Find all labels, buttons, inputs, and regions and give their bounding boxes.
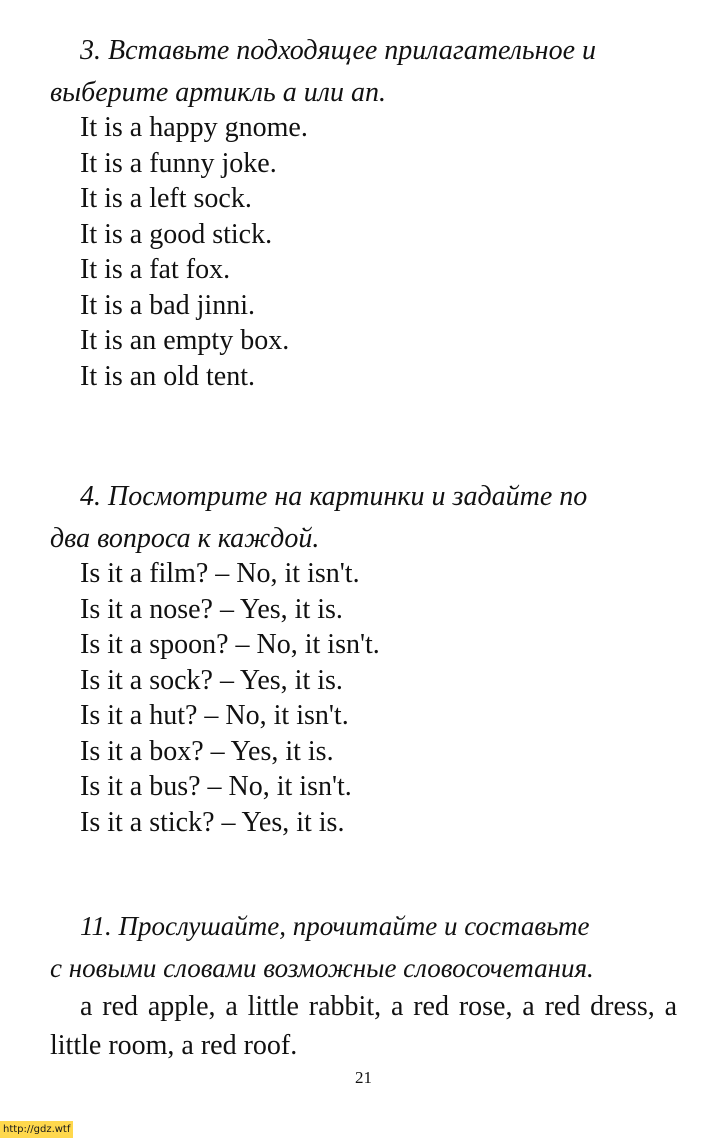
sentence-line: It is a funny joke.	[80, 147, 277, 179]
exercise-11	[0, 905, 727, 1065]
question-line: Is it a spoon? – No, it isn't.	[80, 629, 380, 660]
watermark-link[interactable]: http://gdz.wtf	[0, 1121, 73, 1138]
sentence-line: It is an old tent.	[80, 360, 255, 392]
exercise-4-question-list	[0, 556, 727, 840]
exercise-3-sentence-list	[0, 110, 727, 394]
sentence-line: It is a good stick.	[80, 218, 273, 250]
sentence-line: It is a bad jinni.	[80, 289, 255, 321]
question-line: Is it a nose? – Yes, it is.	[80, 593, 343, 625]
question-line: Is it a film? – No, it isn't.	[80, 558, 360, 589]
question-line: Is it a sock? – Yes, it is.	[80, 664, 343, 696]
sentence-line: It is a happy gnome.	[80, 112, 308, 143]
sentence-line: It is a left sock.	[80, 183, 252, 214]
exercise-3	[0, 30, 727, 394]
question-line: Is it a stick? – Yes, it is.	[80, 806, 345, 838]
question-line: Is it a hut? – No, it isn't.	[80, 700, 349, 731]
exercise-4	[0, 476, 727, 840]
exercise-4-instruction	[0, 476, 727, 560]
question-line: Is it a bus? – No, it isn't.	[80, 771, 352, 802]
exercise-11-word-combinations: a red apple, a little rabbit, a red rose, a red dress, a little room, a red roof.	[50, 991, 677, 1061]
exercise-4-instruction-line-2: два вопроса к каждой.	[50, 523, 320, 554]
exercise-3-instruction-line-2: выберите артикль а или an.	[50, 77, 386, 108]
sentence-line: It is a fat fox.	[80, 254, 231, 285]
exercise-3-instruction-line-1: 3. Вставьте подходящее прилагательное и	[80, 35, 596, 66]
exercise-11-instruction-line-1: 11. Прослушайте, прочитайте и составьте	[80, 911, 590, 941]
exercise-11-instruction-line-2: с новыми словами возможные словосочетания.	[50, 953, 594, 983]
question-line: Is it a box? – Yes, it is.	[80, 735, 334, 767]
exercise-4-instruction-line-1: 4. Посмотрите на картинки и задайте по	[80, 481, 588, 512]
sentence-line: It is an empty box.	[80, 325, 290, 356]
exercise-3-instruction	[0, 30, 727, 114]
exercise-11-instruction	[0, 905, 727, 989]
page-number: 21	[355, 1068, 372, 1087]
